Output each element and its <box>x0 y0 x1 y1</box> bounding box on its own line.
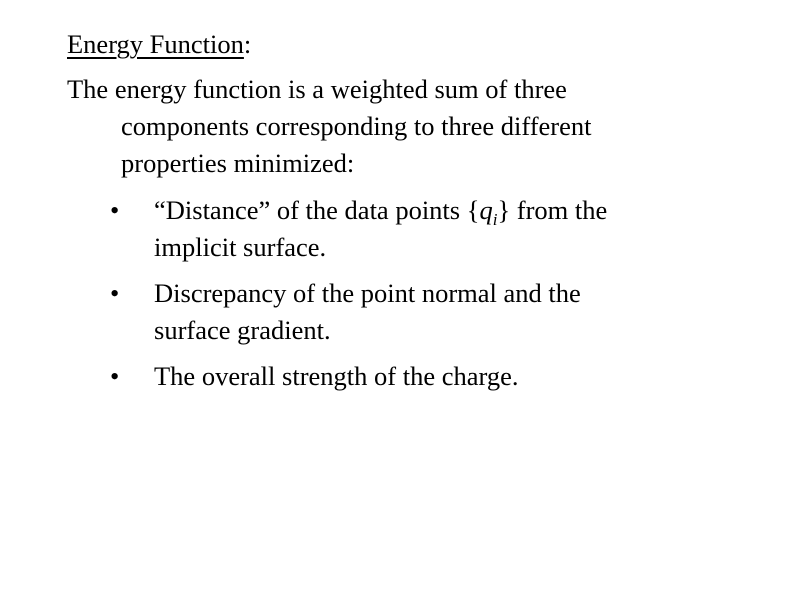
intro-line: The energy function is a weighted sum of three <box>67 74 567 104</box>
intro-line: components corresponding to three different <box>121 111 592 141</box>
bullet-icon: • <box>110 278 120 308</box>
bullet-line <box>154 192 800 229</box>
bullet-line: The overall strength of the charge. <box>154 361 519 391</box>
bullet-line: surface gradient. <box>154 315 331 345</box>
math-subscript: i <box>492 210 498 229</box>
math-variable: q <box>479 195 493 225</box>
bullet-item-charge <box>0 358 800 395</box>
slide-heading <box>67 26 251 63</box>
bullet-line: implicit surface. <box>154 232 327 262</box>
intro-line: properties minimized: <box>121 148 355 178</box>
bullet-icon: • <box>110 195 120 225</box>
intro-paragraph <box>67 71 767 182</box>
bullet-line: Discrepancy of the point normal and the <box>154 278 581 308</box>
heading-title: Energy Function <box>67 29 244 59</box>
bullet-item-distance <box>0 192 800 266</box>
bullet-text: “Distance” of the data points { <box>154 195 480 225</box>
bullet-list <box>0 192 800 404</box>
heading-colon: : <box>243 29 252 59</box>
bullet-item-discrepancy <box>0 275 800 349</box>
bullet-icon: • <box>110 361 120 391</box>
bullet-text: } from the <box>497 195 608 225</box>
